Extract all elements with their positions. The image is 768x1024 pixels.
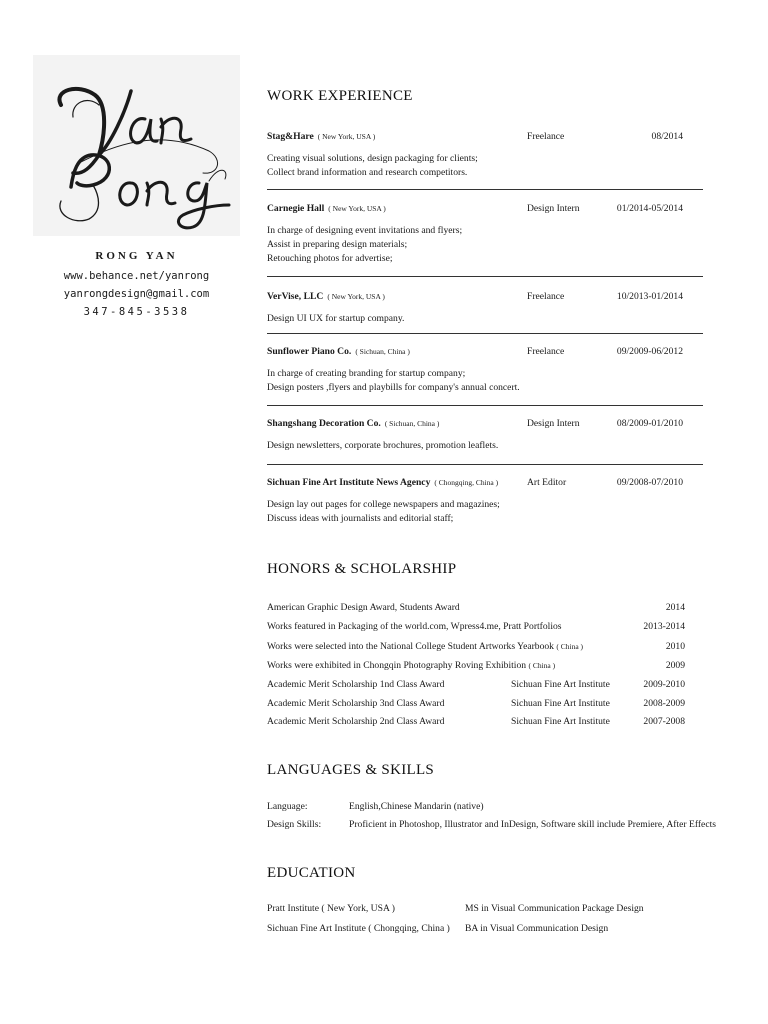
job-description-line: Collect brand information and research competitors. bbox=[267, 167, 468, 178]
skill-label: Design Skills: bbox=[267, 819, 322, 830]
divider bbox=[267, 464, 703, 465]
job-description-line: Design posters ,flyers and playbills for company's annual concert. bbox=[267, 382, 520, 393]
job-description-line: Design lay out pages for college newspapers and magazines; bbox=[267, 499, 500, 510]
job-company: Sichuan Fine Art Institute News Agency bbox=[267, 477, 431, 488]
job-role: Freelance bbox=[527, 131, 565, 142]
job-location: ( New York, USA ) bbox=[317, 132, 376, 141]
job-entry bbox=[267, 417, 703, 453]
honor-year: 2010 bbox=[665, 641, 685, 652]
honor-text: Academic Merit Scholarship 3nd Class Award bbox=[267, 698, 445, 709]
skills-heading: LANGUAGES & SKILLS bbox=[267, 762, 435, 778]
job-entry bbox=[267, 202, 703, 266]
edu-degree: MS in Visual Communication Package Design bbox=[465, 903, 644, 914]
job-location: ( Sichuan, China ) bbox=[384, 419, 440, 428]
edu-location: ( New York, USA ) bbox=[321, 903, 395, 914]
job-dates: 08/2014 bbox=[651, 131, 683, 142]
job-description-line: In charge of creating branding for startup company; bbox=[267, 368, 466, 379]
honor-institution: Sichuan Fine Art Institute bbox=[511, 716, 610, 727]
honor-text: Academic Merit Scholarship 1nd Class Award bbox=[267, 679, 445, 690]
job-company: Sunflower Piano Co. bbox=[267, 346, 352, 357]
job-dates: 09/2009-06/2012 bbox=[616, 346, 683, 357]
honor-item bbox=[267, 621, 685, 635]
job-role: Design Intern bbox=[527, 203, 580, 214]
job-role: Freelance bbox=[527, 346, 565, 357]
honor-year: 2009 bbox=[665, 660, 685, 671]
honor-item bbox=[267, 698, 685, 712]
edu-school: Sichuan Fine Art Institute bbox=[267, 923, 366, 934]
honor-item bbox=[267, 679, 685, 693]
skill-label: Language: bbox=[267, 801, 308, 812]
honor-text: American Graphic Design Award, Students Award bbox=[267, 602, 460, 613]
honor-year: 2009-2010 bbox=[643, 679, 685, 690]
job-company: Carnegie Hall bbox=[267, 203, 325, 214]
divider bbox=[267, 333, 703, 334]
honor-institution: Sichuan Fine Art Institute bbox=[511, 679, 610, 690]
education-row bbox=[267, 903, 687, 917]
job-entry bbox=[267, 476, 703, 526]
job-entry bbox=[267, 345, 703, 395]
divider bbox=[267, 405, 703, 406]
script-logo bbox=[33, 55, 240, 236]
job-location: ( Chongqing, China ) bbox=[434, 478, 499, 487]
skill-row bbox=[267, 801, 727, 815]
education-heading: EDUCATION bbox=[267, 865, 356, 881]
honor-item bbox=[267, 641, 685, 655]
work-experience-heading: WORK EXPERIENCE bbox=[267, 88, 413, 104]
job-description-line: Retouching photos for advertise; bbox=[267, 253, 393, 264]
job-dates: 08/2009-01/2010 bbox=[616, 418, 683, 429]
job-company: Shangshang Decoration Co. bbox=[267, 418, 381, 429]
job-description-line: Assist in preparing design materials; bbox=[267, 239, 408, 250]
job-role: Freelance bbox=[527, 291, 565, 302]
honor-text: Academic Merit Scholarship 2nd Class Award bbox=[267, 716, 445, 727]
job-location: ( Sichuan, China ) bbox=[355, 347, 410, 356]
job-description-line: Design UI UX for startup company. bbox=[267, 313, 405, 324]
honor-institution: Sichuan Fine Art Institute bbox=[511, 698, 610, 709]
job-description-line: Discuss ideas with journalists and editorial staff; bbox=[267, 513, 454, 524]
job-dates: 10/2013-01/2014 bbox=[616, 291, 683, 302]
honor-year: 2008-2009 bbox=[643, 698, 685, 709]
skill-value: Proficient in Photoshop, Illustrator and InDesign, Software skill include Premiere, After Effects bbox=[349, 819, 716, 830]
honor-text: Works were selected into the National College Student Artworks Yearbook bbox=[267, 641, 554, 652]
honor-year: 2013-2014 bbox=[643, 621, 685, 632]
job-role: Art Editor bbox=[527, 477, 567, 488]
job-entry bbox=[267, 290, 703, 326]
honor-item bbox=[267, 716, 685, 730]
website-link[interactable]: www.behance.net/yanrong bbox=[63, 270, 210, 282]
honor-year: 2007-2008 bbox=[643, 716, 685, 727]
divider bbox=[267, 189, 703, 190]
honor-item bbox=[267, 602, 685, 616]
edu-degree: BA in Visual Communication Design bbox=[465, 923, 609, 934]
honor-item bbox=[267, 660, 685, 674]
skill-value: English,Chinese Mandarin (native) bbox=[349, 801, 484, 812]
honor-text: Works were exhibited in Chongqin Photography Roving Exhibition bbox=[267, 660, 527, 671]
honors-heading: HONORS & SCHOLARSHIP bbox=[267, 561, 457, 577]
honor-suffix: ( China ) bbox=[556, 642, 584, 651]
job-location: ( New York, USA ) bbox=[328, 204, 386, 213]
job-dates: 01/2014-05/2014 bbox=[616, 203, 683, 214]
email-link[interactable]: yanrongdesign@gmail.com bbox=[63, 288, 210, 300]
job-entry bbox=[267, 130, 703, 180]
logo bbox=[33, 55, 240, 236]
job-dates: 09/2008-07/2010 bbox=[616, 477, 683, 488]
honor-suffix: ( China ) bbox=[528, 661, 556, 670]
education-row bbox=[267, 923, 687, 937]
job-role: Design Intern bbox=[527, 418, 580, 429]
job-location: ( New York, USA ) bbox=[327, 292, 385, 301]
divider bbox=[267, 276, 703, 277]
job-company: VerVise, LLC bbox=[267, 291, 324, 302]
edu-school: Pratt Institute bbox=[267, 903, 319, 914]
person-name: RONG YAN bbox=[95, 250, 178, 262]
job-description-line: In charge of designing event invitations and flyers; bbox=[267, 225, 463, 236]
honor-text: Works featured in Packaging of the world.com, Wpress4.me, Pratt Portfolios bbox=[267, 621, 562, 632]
skill-row bbox=[267, 819, 727, 833]
job-company: Stag&Hare bbox=[267, 131, 314, 142]
edu-location: ( Chongqing, China ) bbox=[368, 923, 450, 934]
job-description-line: Creating visual solutions, design packaging for clients; bbox=[267, 153, 478, 164]
honor-year: 2014 bbox=[665, 602, 685, 613]
job-description-line: Design newsletters, corporate brochures, promotion leaflets. bbox=[267, 440, 499, 451]
phone-number: 347-845-3538 bbox=[83, 306, 190, 318]
